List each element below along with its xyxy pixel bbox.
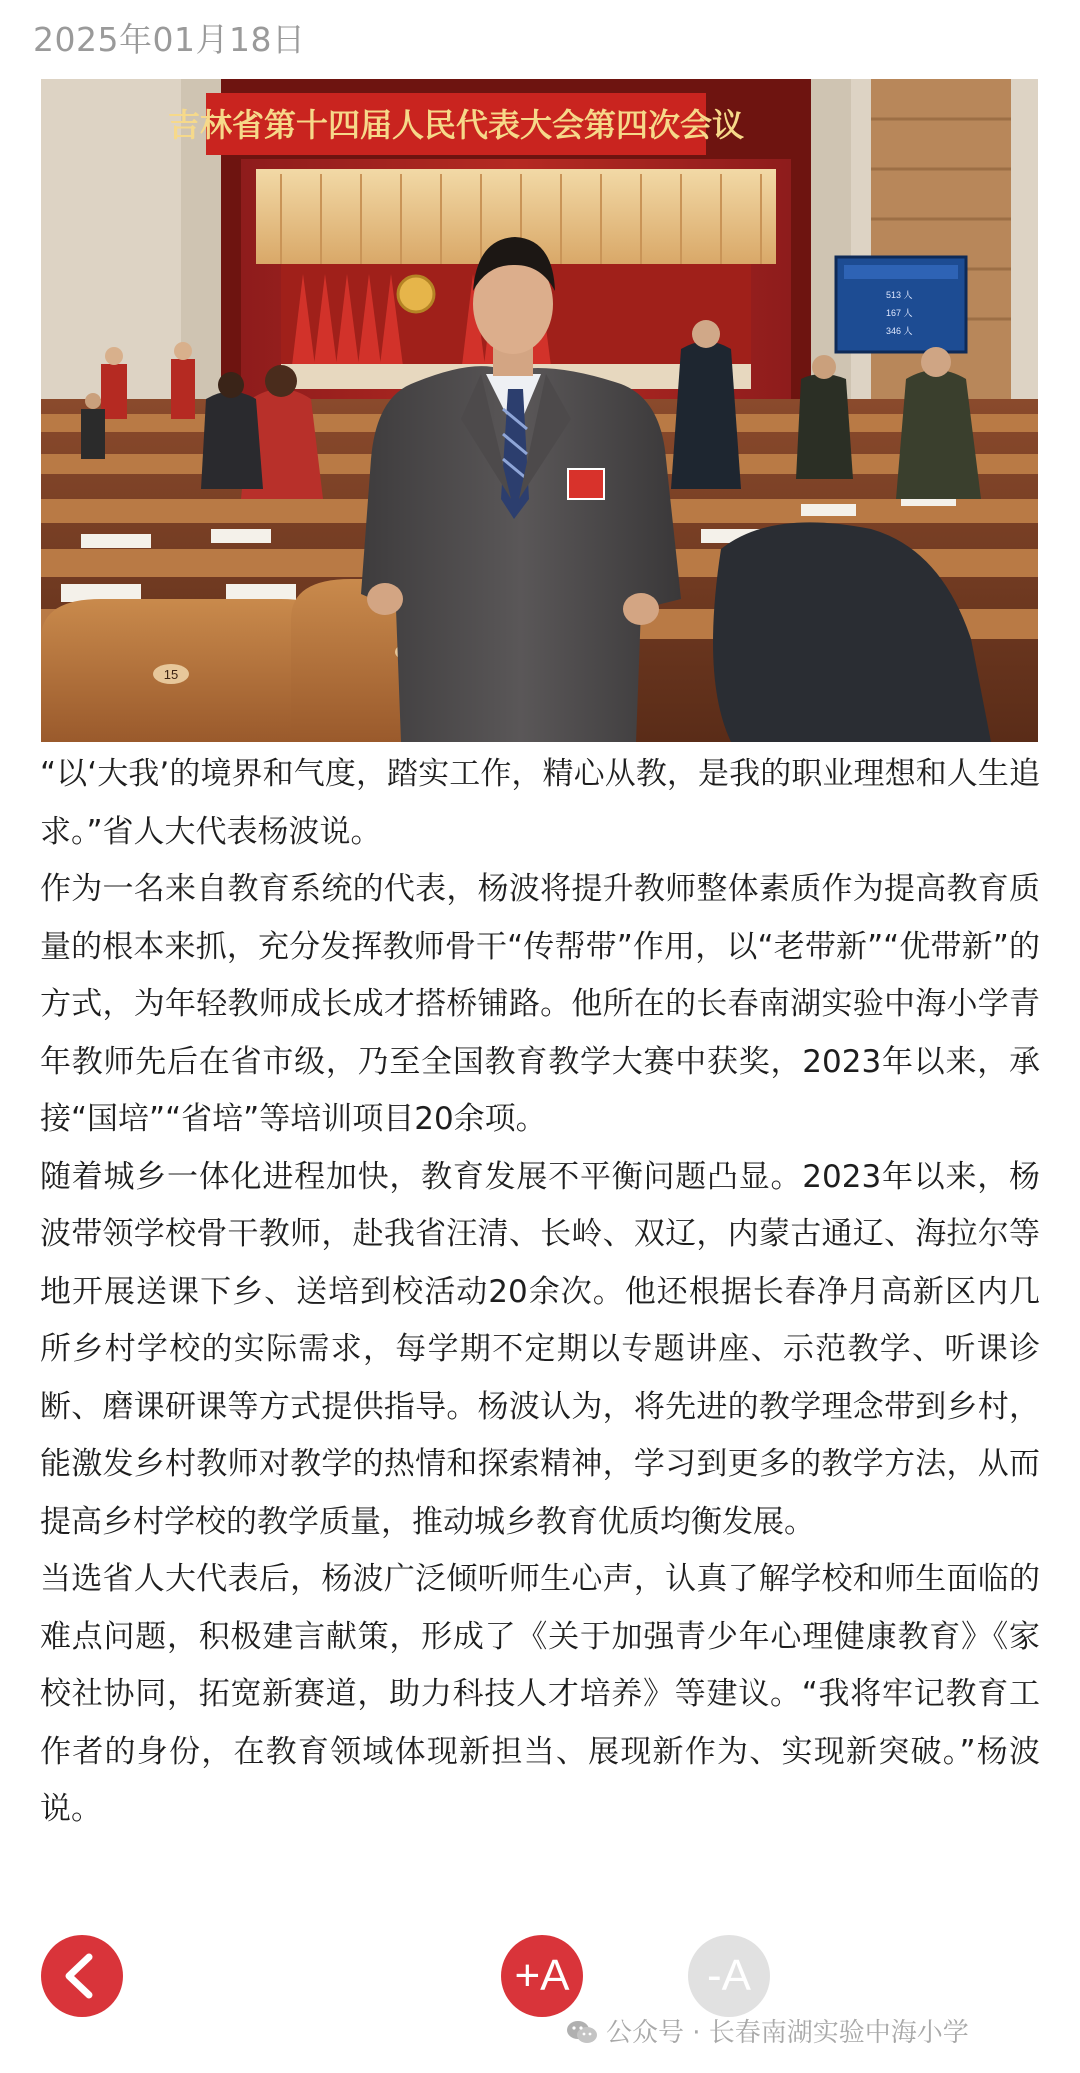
font-size-increase-button[interactable]: +A — [501, 1935, 583, 2017]
screen-row-2: 167 人 — [886, 308, 913, 318]
article-paragraph: 随着城乡一体化进程加快，教育发展不平衡问题凸显。2023年以来，杨波带领学校骨干教师，赴我省汪清、长岭、双辽，内蒙古通辽、海拉尔等地开展送课下乡、送培到校活动20余次。他还根据长春净月高新区内几所乡村学校的实际需求，每学期不定期以专题讲座、示范教学、听课诊断、磨课研课等方式提供指导。杨波认为，将先进的教学理念带到乡村，能激发乡村教师对教学的热情和探索精神，学习到更多的教学方法，从而提高乡村学校的教学质量，推动城乡教育优质均衡发展。 — [40, 1158, 1040, 1540]
publish-date: 2025年01月18日 — [33, 20, 306, 59]
article-paragraph: 当选省人大代表后，杨波广泛倾听师生心声，认真了解学校和师生面临的难点问题，积极建言献策，形成了《关于加强青少年心理健康教育》《家校社协同，拓宽新赛道，助力科技人才培养》等建议。“我将牢记教育工作者的身份，在教育领域体现新担当、展现新作为、实现新突破。”杨波说。 — [40, 1561, 1040, 1827]
watermark-text: 公众号 · 长春南湖实验中海小学 — [606, 2018, 969, 2048]
back-button[interactable] — [41, 1935, 123, 2017]
screen-row-3: 346 人 — [886, 326, 913, 336]
wechat-account-watermark — [566, 2012, 969, 2049]
article-paragraph: “以‘大我’的境界和气度，踏实工作，精心从教，是我的职业理想和人生追求。”省人大代表杨波说。 — [40, 756, 1040, 850]
article-photo — [41, 79, 1038, 742]
seat-label-15: 15 — [163, 667, 179, 682]
wechat-icon — [566, 2019, 598, 2045]
article-body — [40, 746, 1040, 1839]
article-paragraph: 作为一名来自教育系统的代表，杨波将提升教师整体素质作为提高教育质量的根本来抓，充分发挥教师骨干“传帮带”作用，以“老带新”“优带新”的方式，为年轻教师成长成才搭桥铺路。他所在的长春南湖实验中海小学青年教师先后在省市级，乃至全国教育教学大赛中获奖，2023年以来，承接“国培”“省培”等培训项目20余项。 — [40, 871, 1040, 1137]
chevron-left-icon — [41, 1935, 123, 2017]
screen-row-1: 513 人 — [886, 290, 913, 300]
banner-text: 吉林省第十四届人民代表大会第四次会议 — [167, 106, 745, 144]
font-size-decrease-button[interactable]: -A — [688, 1935, 770, 2017]
